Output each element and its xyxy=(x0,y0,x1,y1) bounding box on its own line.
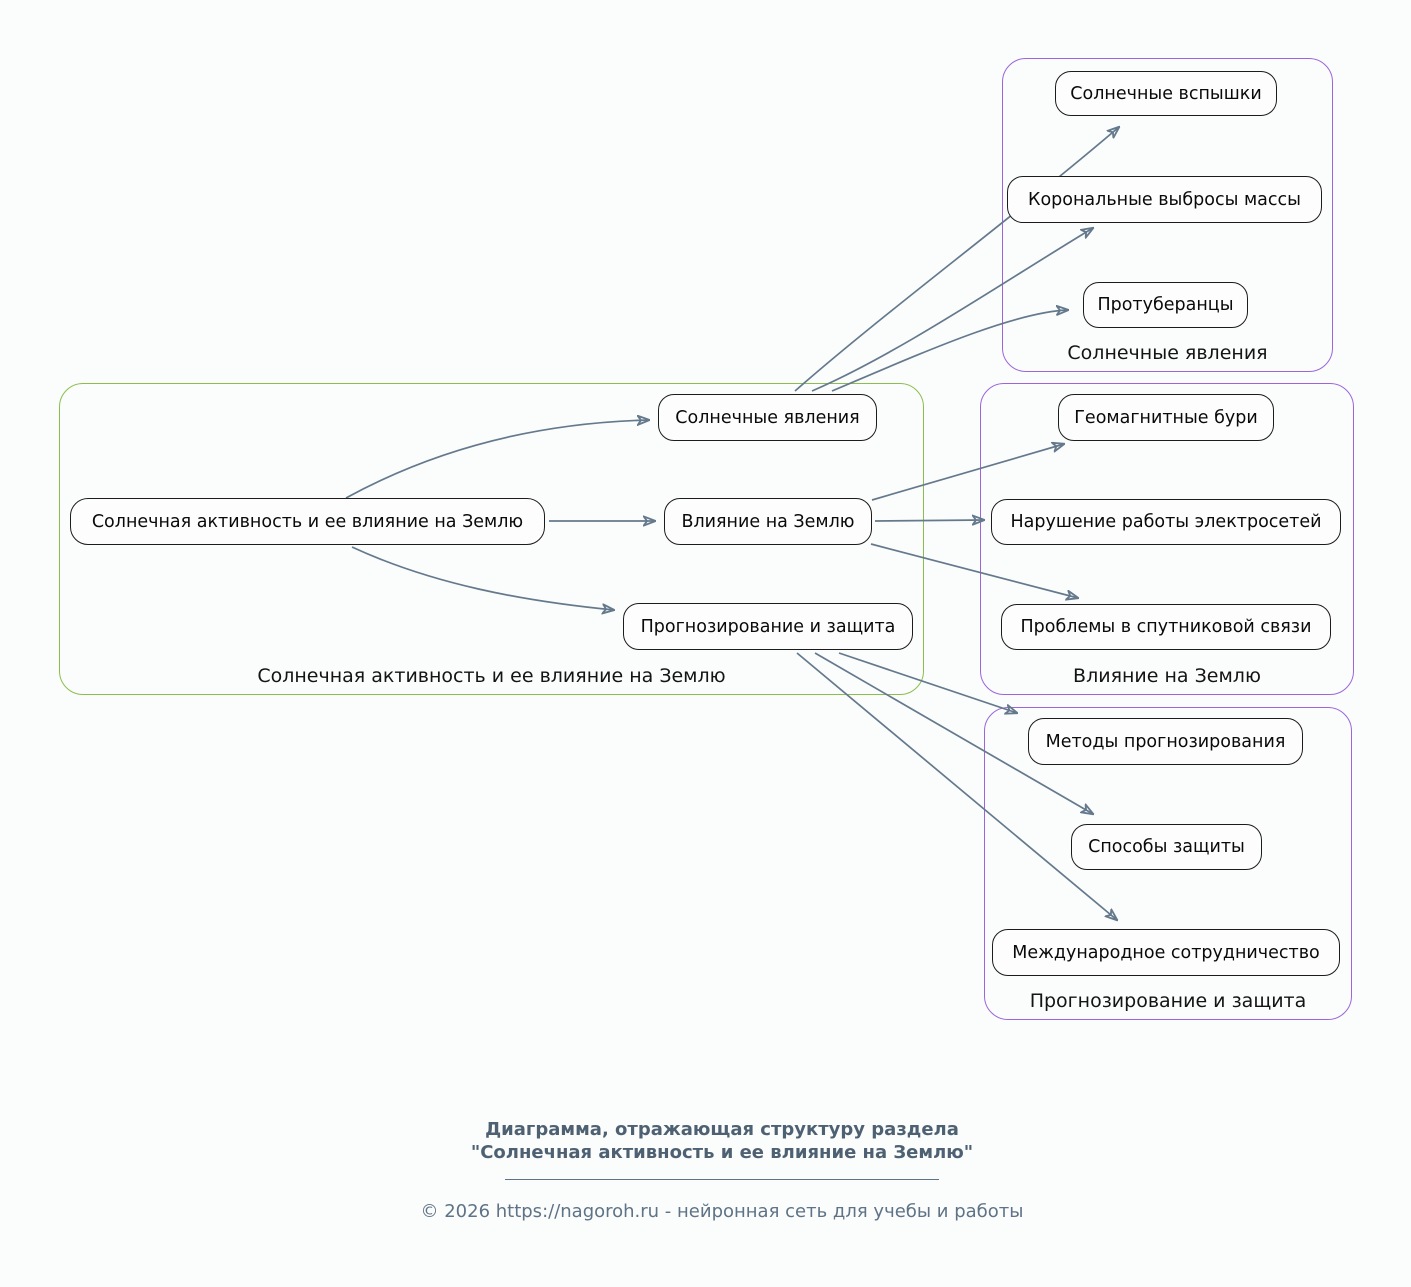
node-international-cooperation: Международное сотрудничество xyxy=(992,929,1340,976)
node-root: Солнечная активность и ее влияние на Землю xyxy=(70,498,545,545)
node-phenomena: Солнечные явления xyxy=(658,394,877,441)
node-protection-methods: Способы защиты xyxy=(1071,824,1262,870)
node-solar-flares: Солнечные вспышки xyxy=(1055,71,1277,116)
node-powergrid-disruption: Нарушение работы электросетей xyxy=(991,499,1341,545)
footer-copyright: © 2026 https://nagoroh.ru - нейронная сеть для учебы и работы xyxy=(420,1201,1024,1222)
node-satellite-problems: Проблемы в спутниковой связи xyxy=(1001,604,1331,650)
node-coronal-mass-ejections: Корональные выбросы массы xyxy=(1007,176,1322,223)
node-prominences: Протуберанцы xyxy=(1083,282,1248,328)
footer-divider xyxy=(505,1179,939,1180)
node-impact: Влияние на Землю xyxy=(664,498,872,545)
footer-title-line1: Диаграмма, отражающая структуру раздела xyxy=(485,1119,959,1140)
footer-title-line2: "Солнечная активность и ее влияние на Землю" xyxy=(470,1142,974,1163)
footer xyxy=(372,1118,1072,1222)
group-root-label: Солнечная активность и ее влияние на Землю xyxy=(257,665,726,687)
group-solar-phenomena-label: Солнечные явления xyxy=(1067,342,1268,364)
node-forecast: Прогнозирование и защита xyxy=(623,603,913,650)
node-forecast-methods: Методы прогнозирования xyxy=(1028,718,1303,765)
node-geomagnetic-storms: Геомагнитные бури xyxy=(1058,394,1274,441)
group-forecast-protection-label: Прогнозирование и защита xyxy=(1029,990,1307,1012)
group-earth-impact-label: Влияние на Землю xyxy=(1073,665,1261,687)
